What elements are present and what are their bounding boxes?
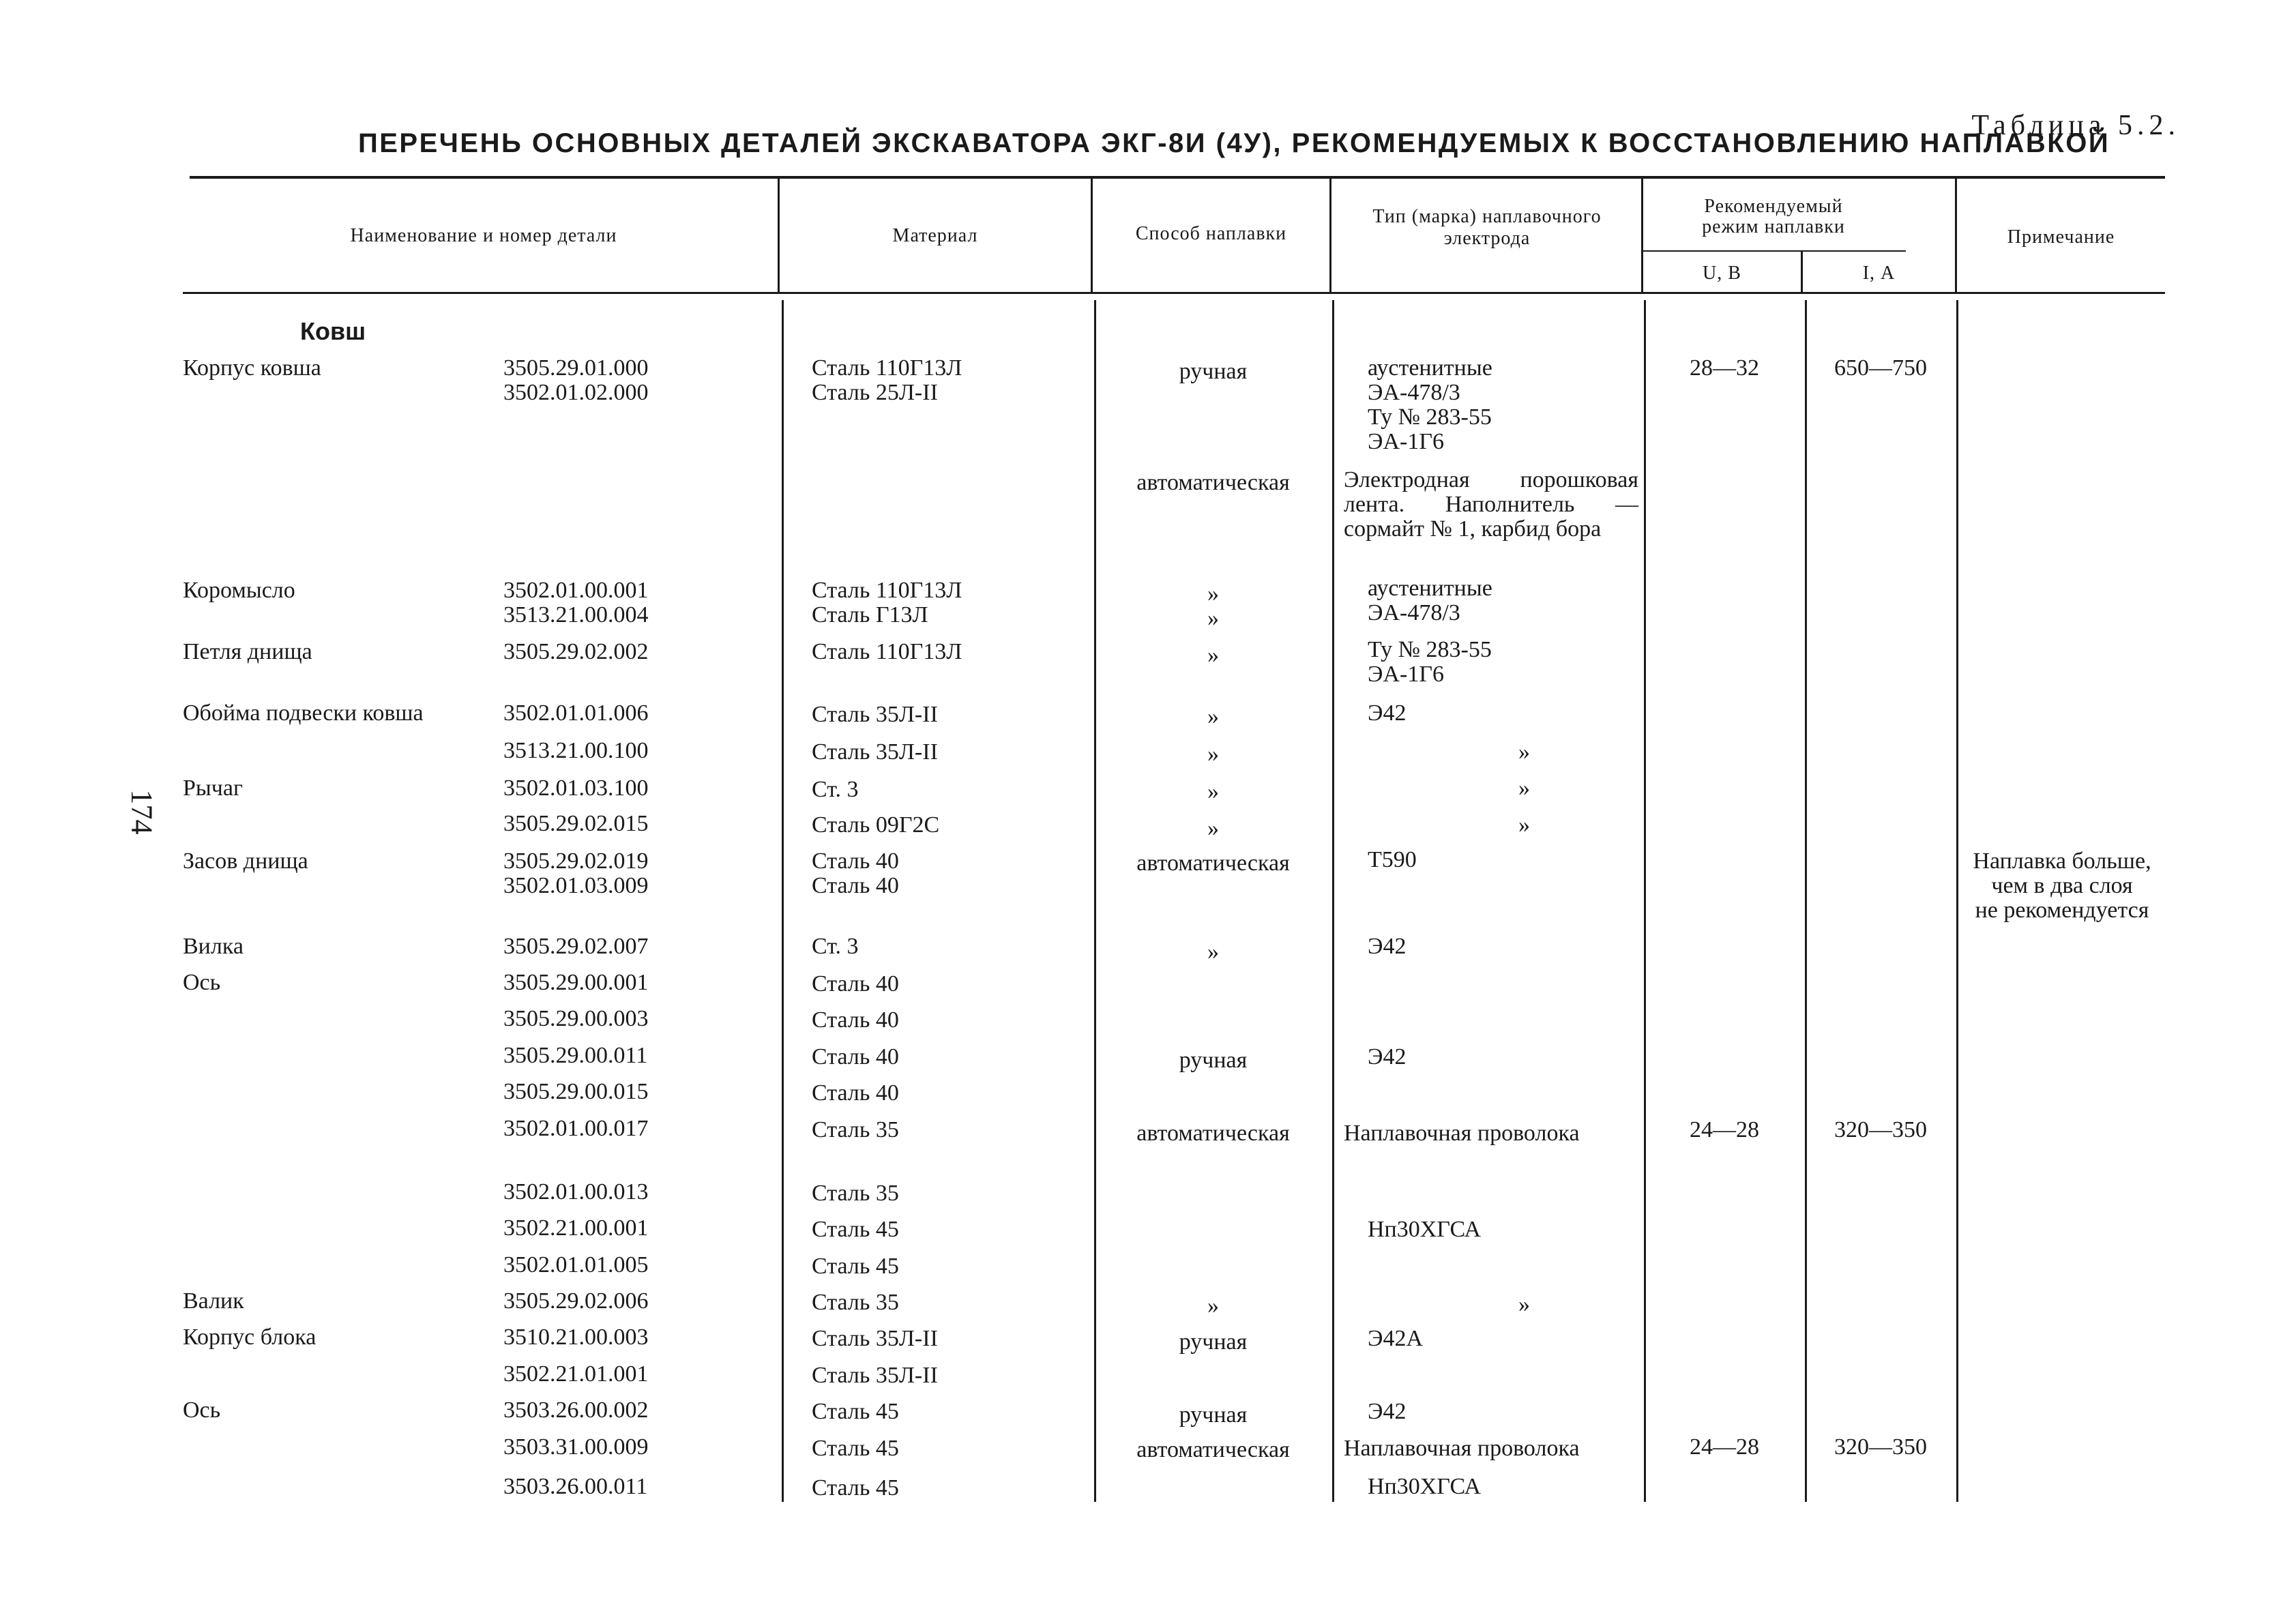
part-number: 3505.29.02.007: [503, 934, 649, 959]
part-number: 3502.01.00.017: [503, 1116, 649, 1141]
current: 320—350: [1834, 1434, 1927, 1460]
material: Ст. 3: [812, 934, 859, 959]
body-divider-5: [1805, 300, 1807, 1502]
method: »: [1207, 1293, 1219, 1318]
header-i: I, А: [1862, 263, 1896, 284]
header-material: Материал: [892, 225, 978, 246]
current: 650—750: [1834, 355, 1927, 381]
electrode: Э42: [1368, 1044, 1407, 1069]
electrode: Э42А: [1368, 1326, 1423, 1351]
electrode: »: [1518, 1292, 1530, 1317]
body-divider-1: [782, 300, 784, 1502]
material: Сталь 35Л-II: [812, 739, 938, 765]
method: ручная: [1179, 1048, 1248, 1073]
part-number: 3502.21.00.001: [503, 1215, 649, 1241]
electrode: Наплавочная проволока: [1344, 1436, 1580, 1461]
part-number: 3505.29.00.015: [503, 1079, 649, 1104]
voltage: 28—32: [1690, 355, 1759, 381]
part-name: Засов днища: [183, 848, 308, 874]
mode-subheader-rule: [1643, 250, 1906, 252]
method: »: [1207, 741, 1219, 767]
electrode: »: [1518, 739, 1530, 765]
material: Ст. 3: [812, 777, 859, 802]
part-number: 3503.26.00.011: [503, 1474, 648, 1499]
material: Сталь 35: [812, 1117, 899, 1142]
part-number: 3505.29.01.000 3502.01.02.000: [503, 355, 649, 405]
part-number: 3502.01.01.005: [503, 1252, 649, 1277]
part-name: Обойма подвески ковша: [183, 700, 424, 726]
part-name: Петля днища: [183, 639, 312, 664]
material: Сталь 110Г13Л Сталь 25Л-II: [812, 355, 962, 405]
material: Сталь 40: [812, 971, 899, 996]
part-number: 3503.26.00.002: [503, 1398, 649, 1423]
part-number: 3505.29.00.003: [503, 1006, 649, 1031]
method: автоматическая: [1136, 851, 1290, 876]
body-divider-4: [1644, 300, 1646, 1502]
header-note: Примечание: [2007, 226, 2115, 248]
method: »: [1207, 816, 1219, 841]
method: ручная: [1179, 1402, 1248, 1428]
top-rule: [190, 176, 2165, 179]
current: 320—350: [1834, 1117, 1927, 1142]
header-u: U, В: [1703, 263, 1741, 284]
voltage: 24—28: [1690, 1434, 1759, 1460]
method: автоматическая: [1136, 1437, 1290, 1462]
material: Сталь 45: [812, 1475, 899, 1501]
part-name: Корпус ковша: [183, 355, 321, 381]
table-label: Таблица 5.2.: [1971, 110, 2180, 141]
part-number: 3502.01.00.001 3513.21.00.004: [503, 578, 649, 627]
method: »: [1207, 642, 1219, 668]
electrode: аустенитные ЭА-478/3 Ту № 283-55 ЭА-1Г6: [1368, 355, 1492, 454]
note: Наплавка больше, чем в два слоя не рекомендуется: [1973, 848, 2151, 923]
table-title: ПЕРЕЧЕНЬ ОСНОВНЫХ ДЕТАЛЕЙ ЭКСКАВАТОРА ЭКГ-8И (4У), РЕКОМЕНДУЕМЫХ К ВОССТАНОВЛЕНИЮ НАПЛАВКОЙ: [358, 128, 2110, 158]
electrode: Ту № 283-55 ЭА-1Г6: [1368, 637, 1492, 687]
material: Сталь 40: [812, 1044, 899, 1069]
electrode: »: [1518, 775, 1530, 801]
material: Сталь 35Л-II: [812, 702, 938, 727]
header-mode: Рекомендуемый режим наплавки: [1702, 196, 1845, 237]
section-heading: Ковш: [300, 317, 366, 345]
method: автоматическая: [1136, 470, 1290, 495]
header-name: Наименование и номер детали: [350, 225, 617, 246]
electrode: Наплавочная проволока: [1344, 1121, 1580, 1146]
body-divider-3: [1332, 300, 1334, 1502]
method: ручная: [1179, 359, 1248, 384]
material: Сталь 45: [812, 1436, 899, 1461]
part-number: 3505.29.02.002: [503, 639, 649, 664]
part-number: 3502.01.03.100: [503, 775, 649, 801]
part-name: Валик: [183, 1288, 244, 1314]
electrode: Э42: [1368, 700, 1407, 726]
material: Сталь 35: [812, 1290, 899, 1315]
method: ручная: [1179, 1329, 1248, 1355]
electrode: »: [1518, 812, 1530, 838]
material: Сталь 35: [812, 1181, 899, 1206]
part-name: Вилка: [183, 934, 244, 959]
material: Сталь 40: [812, 1007, 899, 1033]
part-name: Ось: [183, 1398, 221, 1423]
electrode: аустенитные ЭА-478/3: [1368, 576, 1492, 625]
part-number: 3510.21.00.003: [503, 1325, 649, 1350]
header-bottom-rule: [183, 292, 2165, 294]
header-method: Способ наплавки: [1135, 223, 1287, 244]
method: »: [1207, 939, 1219, 964]
method: »: [1207, 704, 1219, 729]
part-number: 3502.01.00.013: [503, 1179, 649, 1204]
electrode: Э42: [1368, 934, 1407, 959]
material: Сталь 110Г13Л: [812, 639, 962, 664]
page-number: 174: [125, 789, 159, 835]
material: Сталь 45: [812, 1217, 899, 1242]
part-number: 3502.21.01.001: [503, 1361, 649, 1387]
part-number: 3505.29.02.015: [503, 811, 649, 836]
voltage: 24—28: [1690, 1117, 1759, 1142]
material: Сталь 45: [812, 1254, 899, 1279]
part-number: 3513.21.00.100: [503, 738, 649, 763]
method: автоматическая: [1136, 1121, 1290, 1146]
part-name: Рычаг: [183, 775, 243, 801]
material: Сталь 110Г13Л Сталь Г13Л: [812, 578, 962, 627]
part-number: 3505.29.02.006: [503, 1288, 649, 1314]
electrode: Нп30ХГСА: [1368, 1474, 1482, 1499]
material: Сталь 35Л-II: [812, 1363, 938, 1388]
method: » »: [1207, 581, 1219, 631]
part-name: Корпус блока: [183, 1325, 317, 1350]
part-name: Ось: [183, 970, 221, 995]
material: Сталь 35Л-II: [812, 1326, 938, 1351]
electrode: Нп30ХГСА: [1368, 1217, 1482, 1242]
electrode: Э42: [1368, 1399, 1407, 1424]
part-number: 3505.29.00.001: [503, 970, 649, 995]
part-number: 3503.31.00.009: [503, 1434, 649, 1460]
material: Сталь 09Г2С: [812, 812, 940, 838]
material: Сталь 45: [812, 1399, 899, 1424]
material: Сталь 40 Сталь 40: [812, 848, 899, 898]
part-number: 3505.29.00.011: [503, 1043, 648, 1068]
part-name: Коромысло: [183, 578, 295, 603]
header-divider-3: [1329, 179, 1331, 292]
part-number: 3505.29.02.019 3502.01.03.009: [503, 848, 649, 898]
method: »: [1207, 779, 1219, 804]
electrode: Т590: [1368, 847, 1417, 872]
part-number: 3502.01.01.006: [503, 700, 649, 726]
header-electrode: Тип (марка) наплавочного электрода: [1372, 206, 1602, 249]
electrode: Электродная порошковая лента. Наполнитель — сормайт № 1, карбид бора: [1344, 467, 1638, 542]
material: Сталь 40: [812, 1080, 899, 1106]
